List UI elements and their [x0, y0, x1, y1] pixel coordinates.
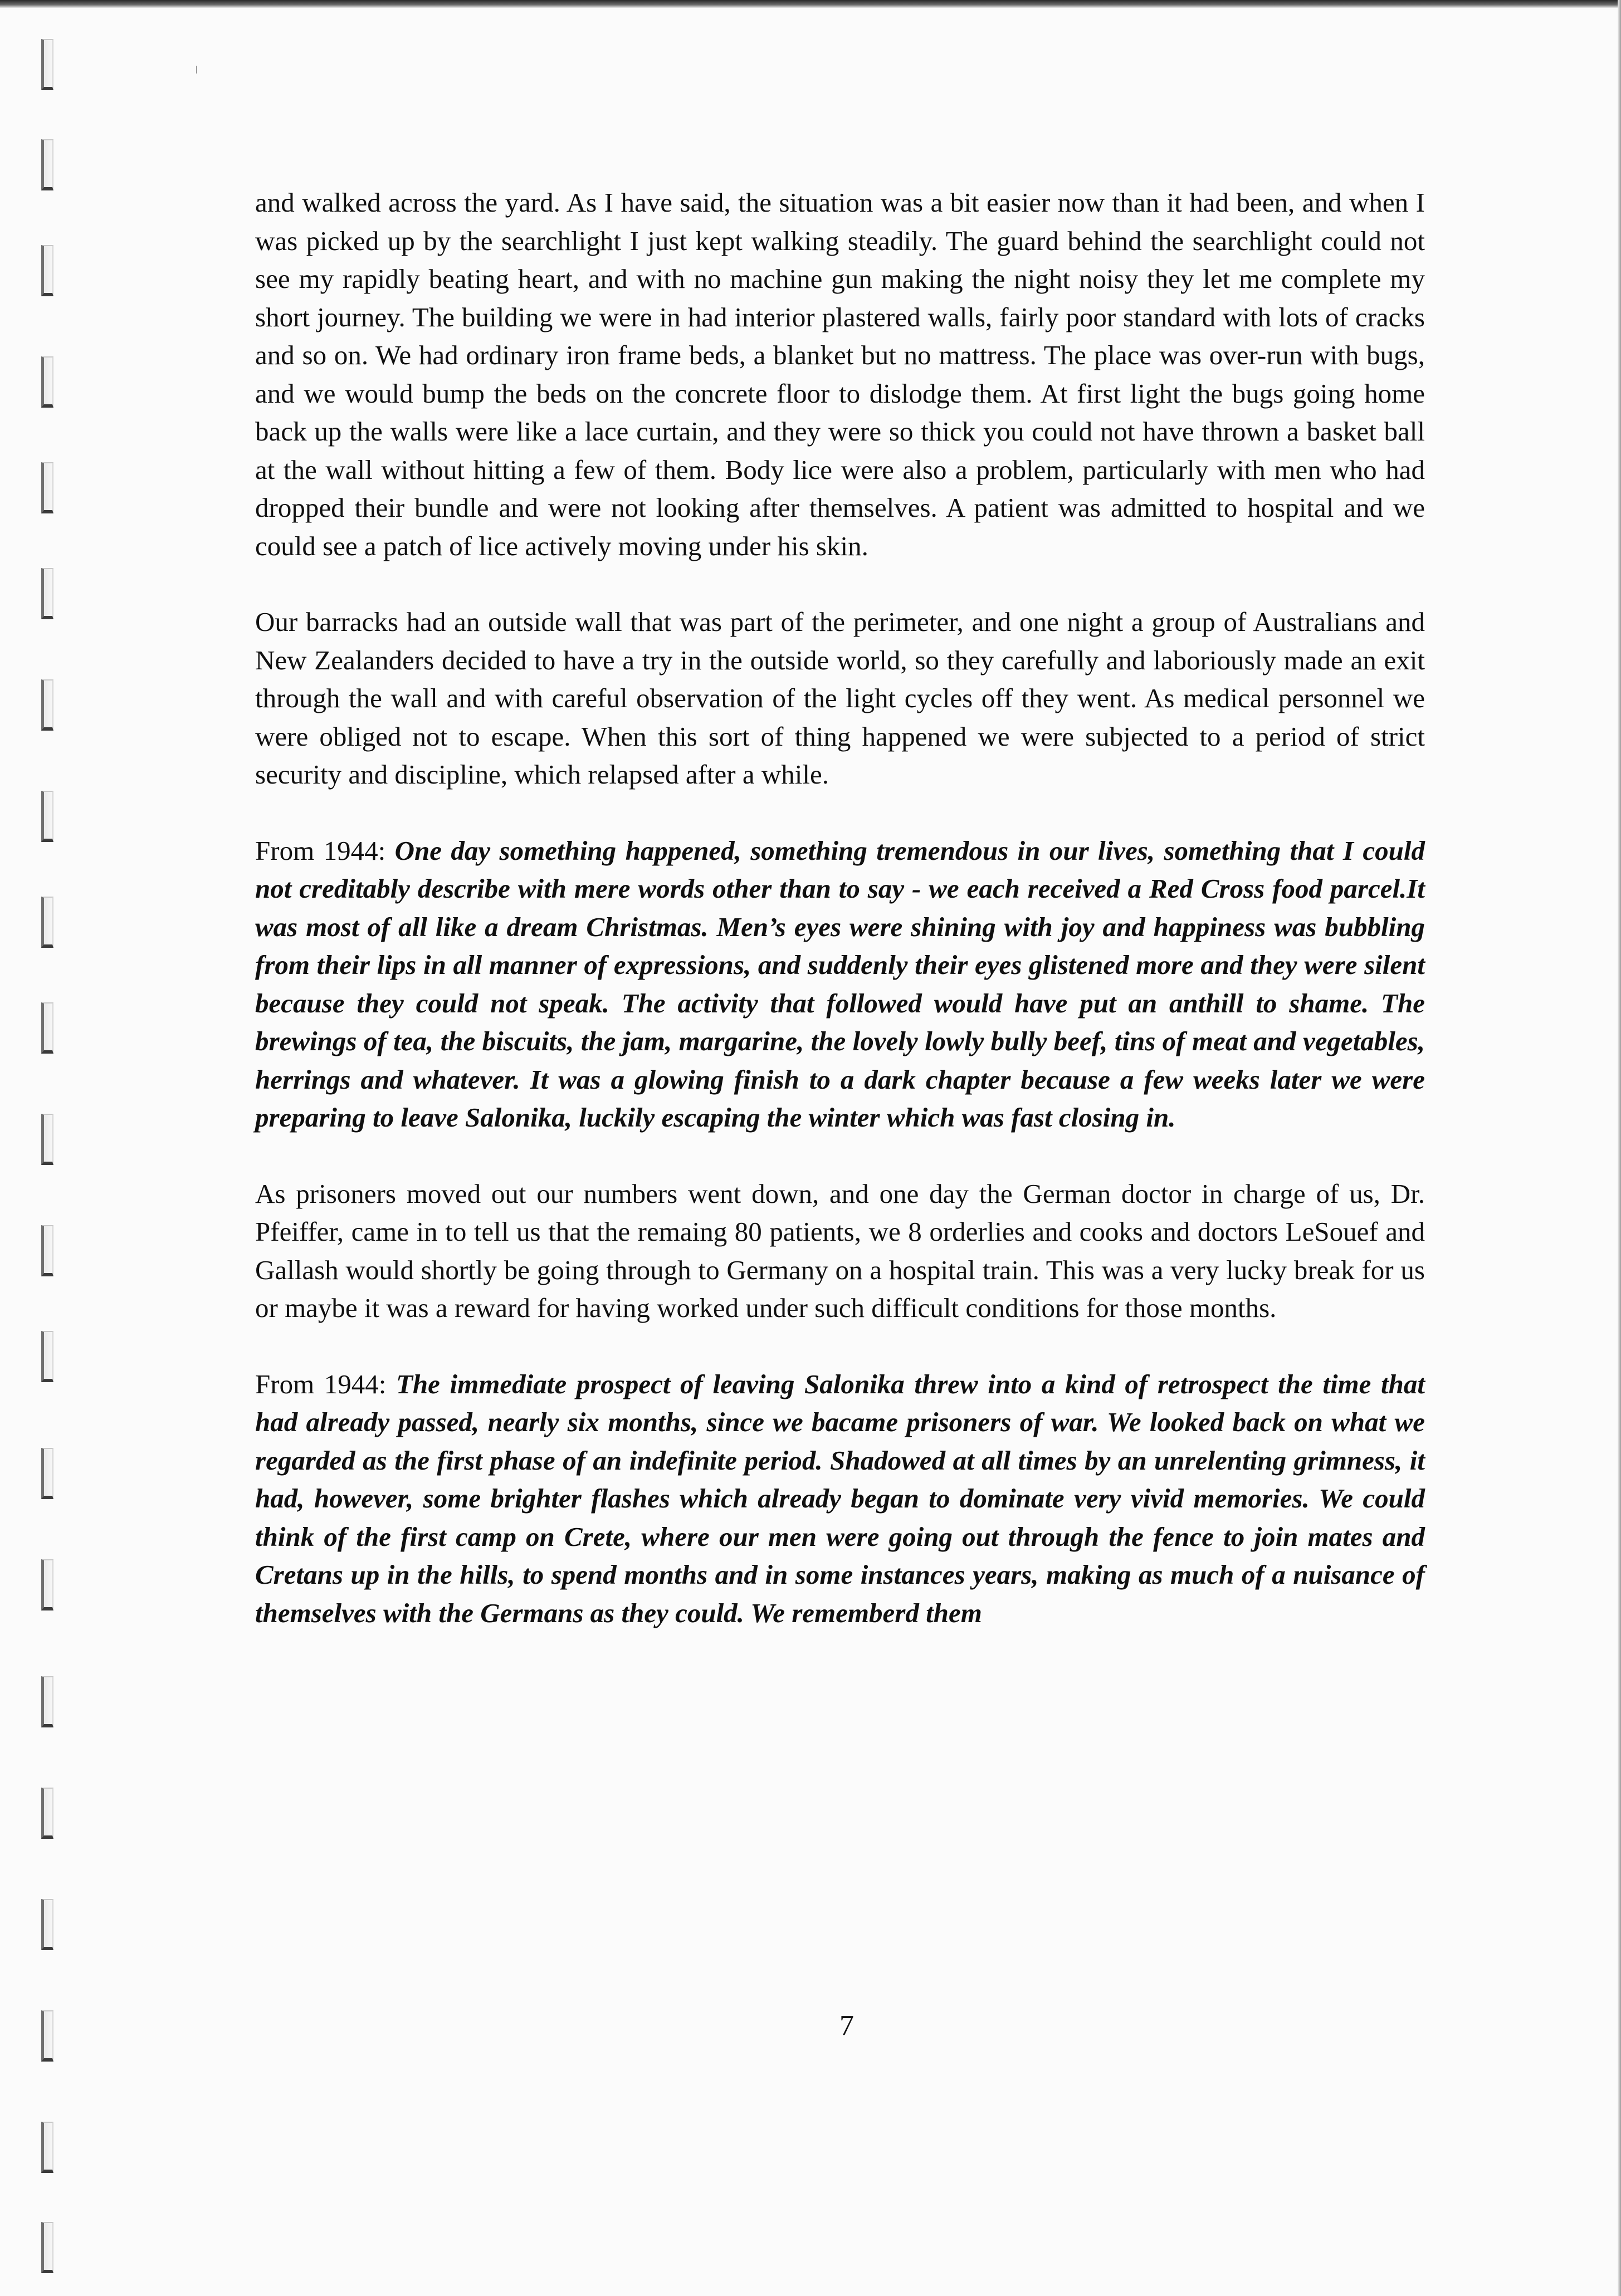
binding-hole: [41, 2222, 53, 2273]
binding-hole: [41, 1002, 53, 1054]
paragraph-text: As prisoners moved out our numbers went down, and one day the German doctor in charge of us, Dr. Pfeiffer, came in to tell us that the remaing 80 patients, we 8 orderlies and cooks and doctors LeSouef and Gallash would shortly be going through to Germany on a hospital train. This was a very lucky break for us or maybe it was a reward for having worked under such difficult conditions for those months.: [255, 1178, 1425, 1323]
page-number: 7: [839, 2010, 854, 2042]
binding-hole: [41, 679, 53, 731]
body-paragraph: [255, 1175, 1425, 1328]
binding-hole: [41, 1899, 53, 1950]
binding-hole: [41, 568, 53, 619]
binding-hole: [41, 1448, 53, 1499]
binding-hole: [41, 1676, 53, 1727]
binding-hole: [41, 1114, 53, 1165]
page-top-edge: [0, 0, 1621, 8]
binding-hole: [41, 1225, 53, 1276]
page-mark: [196, 66, 197, 74]
binding-hole: [41, 356, 53, 408]
body-paragraph: [255, 603, 1425, 794]
binding-holes: [38, 0, 60, 2296]
page-right-edge: [1618, 0, 1621, 2296]
page-body: [255, 184, 1425, 1670]
binding-hole: [41, 39, 53, 90]
paragraph-text: Our barracks had an outside wall that was part of the perimeter, and one night a group of Australians and New Zealanders decided to have a try in the outside world, so they carefully and laboriously made an exit through the wall and with careful observation of the light cycles off they went. As medical personnel we were obliged not to escape. When this sort of thing happened we were subjected to a period of strict security and discipline, which relapsed after a while.: [255, 606, 1425, 790]
paragraph-intro: From 1944:: [255, 1368, 396, 1399]
binding-hole: [41, 1559, 53, 1610]
paragraph-intro: From 1944:: [255, 835, 395, 866]
diary-quote-text: One day something happened, something tremendous in our lives, something that I could not creditably describe with mere words other than to say - we each received a Red Cross food parcel.It was most of all like a dream Christmas. Men’s eyes were shining with joy and happiness was bubbling from their lips in all manner of expressions, and suddenly their eyes glistened more and they were silent because they could not speak. The activity that followed would have put an anthill to shame. The brewings of tea, the biscuits, the jam, margarine, the lovely lowly bully beef, tins of meat and vegetables, herrings and whatever. It was a glowing finish to a dark chapter because a few weeks later we were preparing to leave Salonika, luckily escaping the winter which was fast closing in.: [255, 835, 1425, 1133]
quoted-paragraph: [255, 832, 1425, 1137]
body-paragraph: [255, 184, 1425, 565]
binding-hole: [41, 791, 53, 842]
binding-hole: [41, 462, 53, 513]
binding-hole: [41, 2122, 53, 2173]
quoted-paragraph: [255, 1365, 1425, 1633]
binding-hole: [41, 139, 53, 190]
binding-hole: [41, 245, 53, 296]
binding-hole: [41, 897, 53, 948]
binding-hole: [41, 1788, 53, 1839]
binding-hole: [41, 1331, 53, 1382]
diary-quote-text: The immediate prospect of leaving Salonika threw into a kind of retrospect the time that had already passed, nearly six months, since we bacame prisoners of war. We looked back on what we regarded as the first phase of an indefinite period. Shadowed at all times by an unrelenting grimness, it had, however, some brighter flashes which already began to dominate very vivid memories. We could think of the first camp on Crete, where our men were going out through the fence to join mates and Cretans up in the hills, to spend months and in some instances years, making as much of a nuisance of themselves with the Germans as they could. We rememberd them: [255, 1368, 1425, 1628]
paragraph-text: and walked across the yard. As I have said, the situation was a bit easier now than it had been, and when I was picked up by the searchlight I just kept walking steadily. The guard behind the searchlight could not see my rapidly beating heart, and with no machine gun making the night noisy they let me complete my short journey. The building we were in had interior plastered walls, fairly poor standard with lots of cracks and so on. We had ordinary iron frame beds, a blanket but no mattress. The place was over-run with bugs, and we would bump the beds on the concrete floor to dislodge them. At first light the bugs going home back up the walls were like a lace curtain, and they were so thick you could not have thrown a basket ball at the wall without hitting a few of them. Body lice were also a problem, particularly with men who had dropped their bundle and were not looking after themselves. A patient was admitted to hospital and we could see a patch of lice actively moving under his skin.: [255, 187, 1425, 561]
binding-hole: [41, 2010, 53, 2062]
